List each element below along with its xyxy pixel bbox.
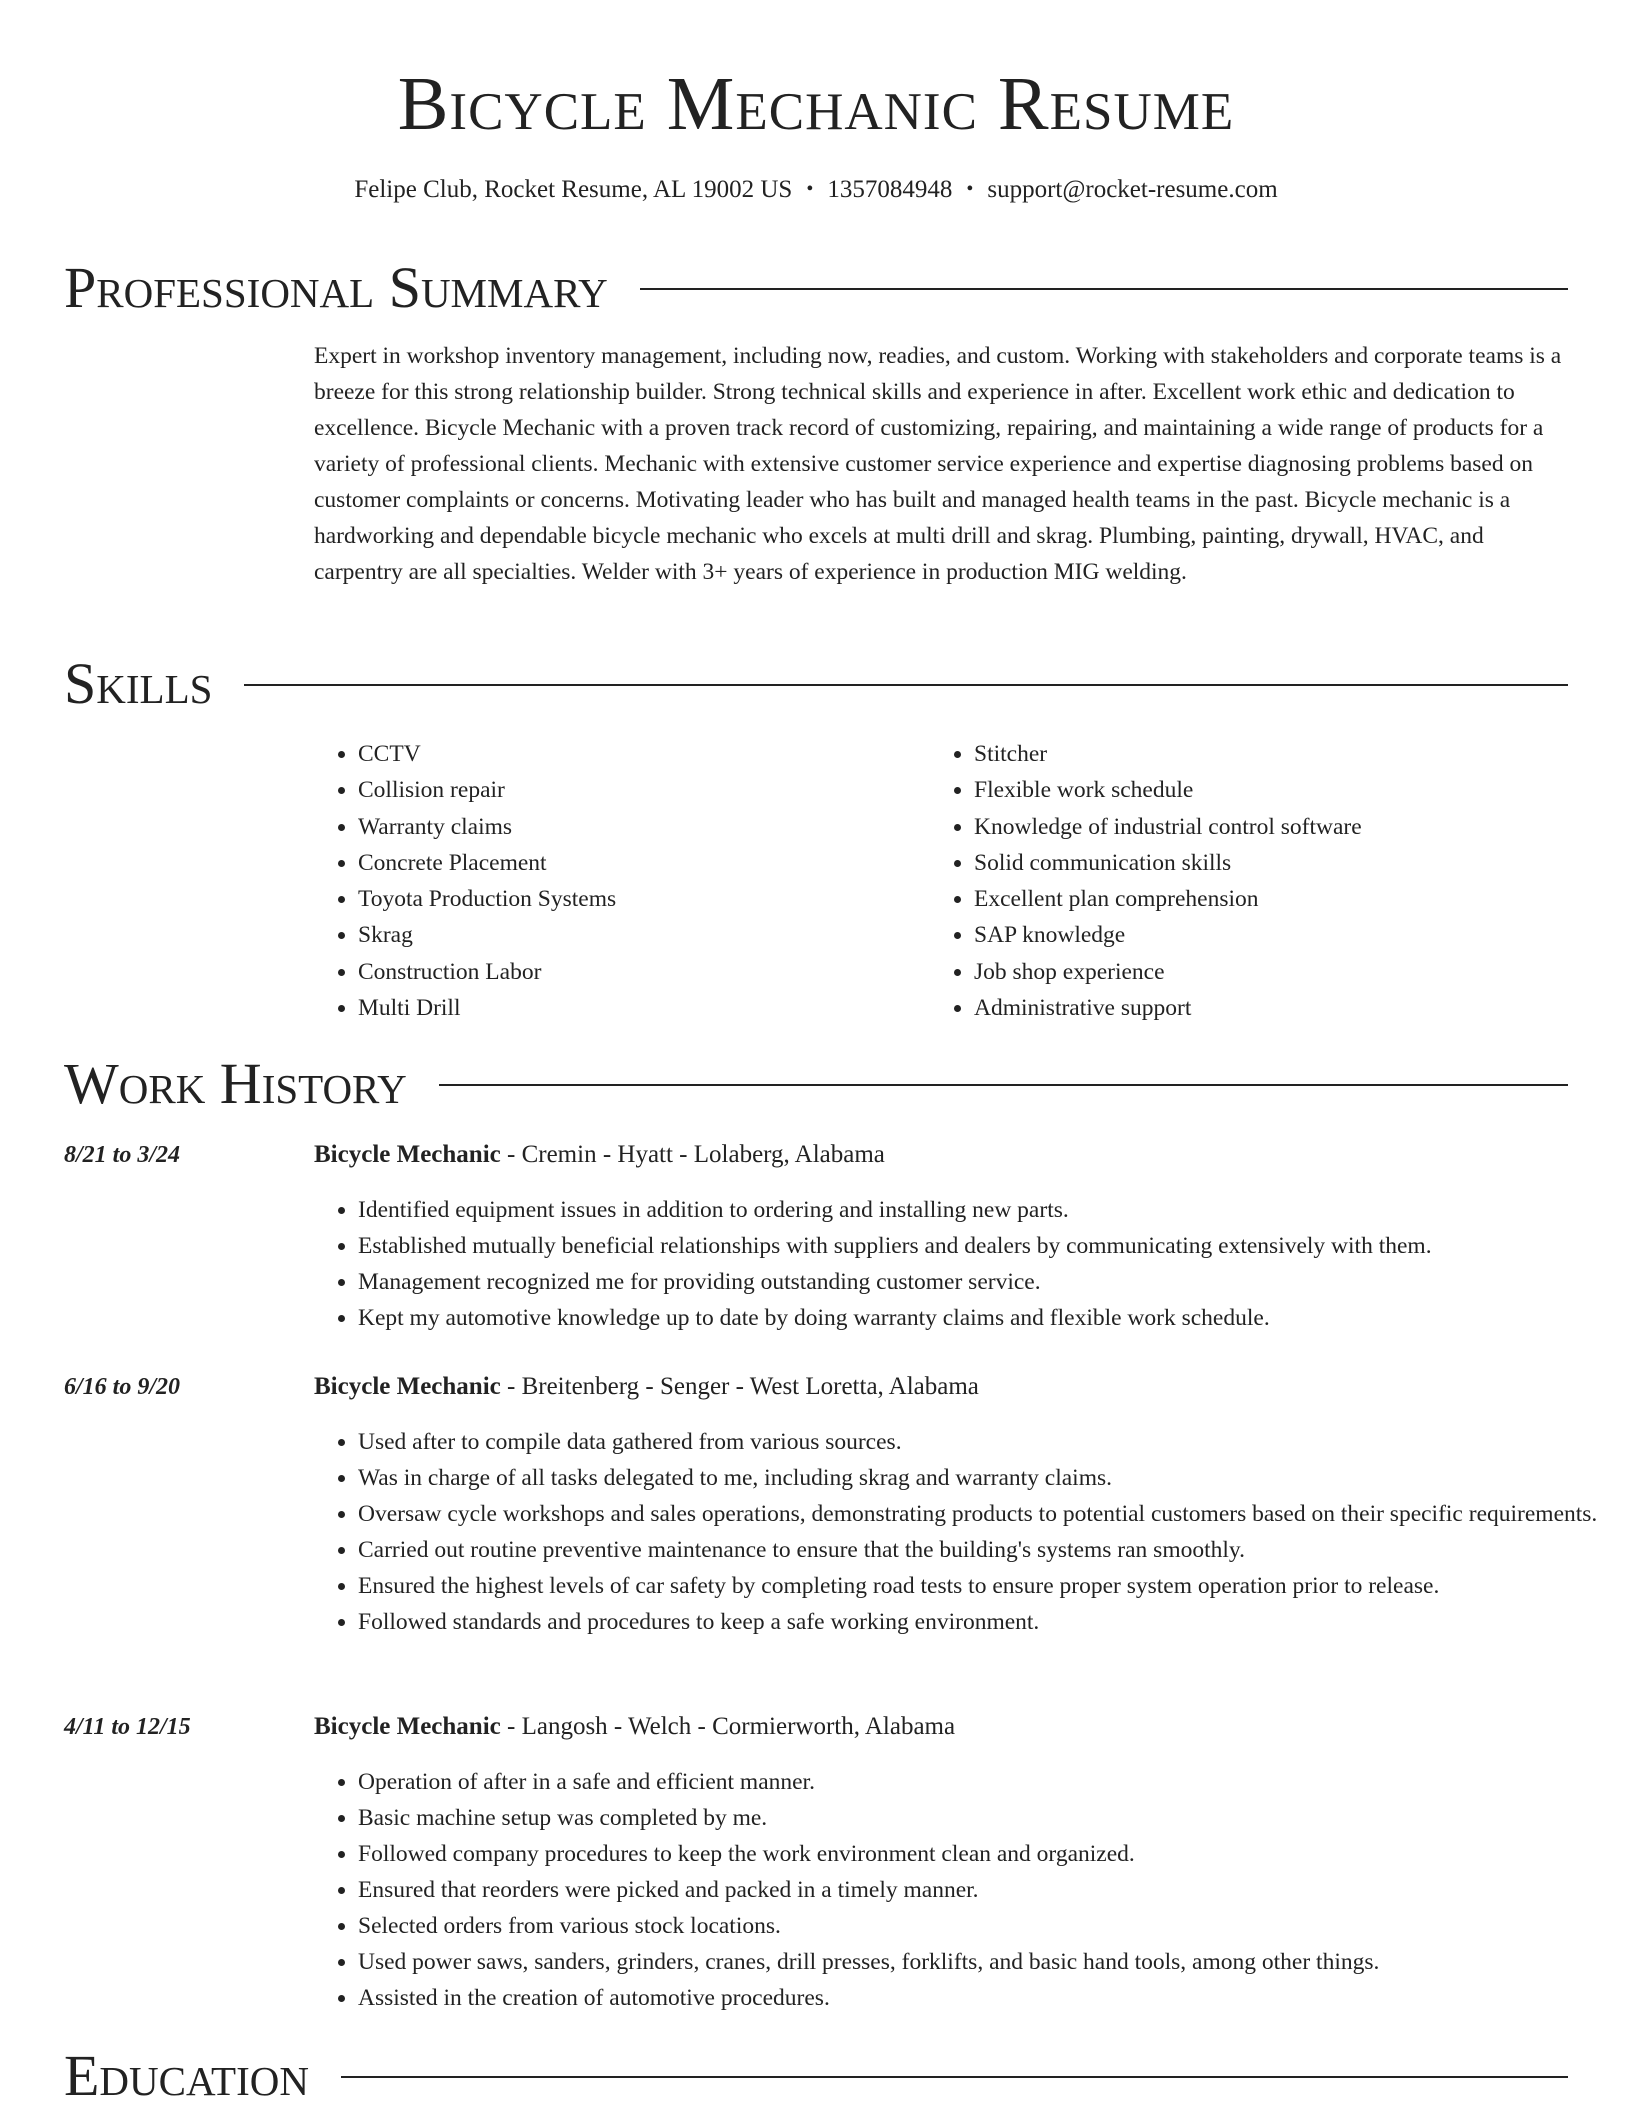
skill-item: • Warranty claims xyxy=(358,809,918,845)
job-bullet: • Basic machine setup was completed by me. xyxy=(358,1800,1608,1836)
job-company: - Langosh - Welch - Cormierworth, Alabama xyxy=(500,1713,956,1740)
job-company: - Breitenberg - Senger - West Loretta, Alabama xyxy=(500,1373,979,1400)
job-bullets xyxy=(314,1192,1608,1336)
skill-item: • Excellent plan comprehension xyxy=(974,881,1594,917)
education-section-header xyxy=(64,2044,1568,2108)
job-bullet: • Kept my automotive knowledge up to date by doing warranty claims and flexible work schedule. xyxy=(358,1300,1608,1336)
contact-separator: • xyxy=(966,178,974,200)
summary-section-header xyxy=(64,256,1568,320)
skill-item: • Multi Drill xyxy=(358,990,918,1026)
section-divider xyxy=(439,1084,1568,1086)
work-heading: Work History xyxy=(64,1051,407,1116)
skill-item: • Toyota Production Systems xyxy=(358,881,918,917)
job-dates: 8/21 to 3/24 xyxy=(64,1142,181,1168)
job-bullet: • Ensured the highest levels of car safety by completing road tests to ensure proper system operation prior to release. xyxy=(358,1568,1608,1604)
contact-phone: 1357084948 xyxy=(827,176,953,203)
job-title: Bicycle Mechanic xyxy=(314,1713,501,1740)
contact-address: Felipe Club, Rocket Resume, AL 19002 US xyxy=(354,176,793,203)
job-title: Bicycle Mechanic xyxy=(314,1373,501,1400)
resume-title: Bicycle Mechanic Resume xyxy=(397,62,1235,146)
job-bullet: • Established mutually beneficial relationships with suppliers and dealers by communicating extensively with them. xyxy=(358,1228,1608,1264)
skill-item: • Solid communication skills xyxy=(974,845,1594,881)
skill-item: • CCTV xyxy=(358,736,918,772)
summary-text: Expert in workshop inventory management, including now, readies, and custom. Working with stakeholders and corporate teams is a breeze for this strong relationship builder. Strong technical skills and experience in after. Excellent work ethic and dedication to excellence. Bicycle Mechanic with a proven track record of customizing, repairing, and maintaining a wide range of products for a variety of professional clients. Mechanic with extensive customer service experience and expertise diagnosing problems based on customer complaints or concerns. Motivating leader who has built and managed health teams in the past. Bicycle mechanic is a hardworking and dependable bicycle mechanic who excels at multi drill and skrag. Plumbing, painting, drywall, HVAC, and carpentry are all specialties. Welder with 3+ years of experience in production MIG welding. xyxy=(314,343,1562,585)
job-bullet: • Oversaw cycle workshops and sales operations, demonstrating products to potential customers based on their specific requirements. xyxy=(358,1496,1608,1532)
job-bullets xyxy=(314,1424,1608,1640)
job-bullet: • Operation of after in a safe and efficient manner. xyxy=(358,1764,1608,1800)
job-bullet: • Identified equipment issues in addition to ordering and installing new parts. xyxy=(358,1192,1608,1228)
job-dates: 6/16 to 9/20 xyxy=(64,1374,181,1400)
skills-heading: Skills xyxy=(64,651,213,716)
job-bullet: • Followed company procedures to keep the work environment clean and organized. xyxy=(358,1836,1608,1872)
contact-email: support@rocket-resume.com xyxy=(987,176,1278,203)
job-bullet: • Used after to compile data gathered from various sources. xyxy=(358,1424,1608,1460)
job-dates: 4/11 to 12/15 xyxy=(64,1714,191,1740)
job-bullet: • Followed standards and procedures to keep a safe working environment. xyxy=(358,1604,1608,1640)
skill-item: • Collision repair xyxy=(358,772,918,808)
skill-item: • SAP knowledge xyxy=(974,917,1594,953)
skills-section-header xyxy=(64,652,1568,716)
skill-item: • Knowledge of industrial control software xyxy=(974,809,1594,845)
job-bullet: • Selected orders from various stock locations. xyxy=(358,1908,1608,1944)
skills-list-right xyxy=(930,736,1594,1026)
skills-list-left xyxy=(314,736,918,1026)
summary-heading: Professional Summary xyxy=(64,255,608,320)
contact-separator: • xyxy=(806,178,814,200)
education-heading: Education xyxy=(64,2043,309,2108)
section-divider xyxy=(640,288,1568,290)
contact-line xyxy=(0,172,1632,207)
job-bullet: • Management recognized me for providing outstanding customer service. xyxy=(358,1264,1608,1300)
job-bullet: • Assisted in the creation of automotive procedures. xyxy=(358,1980,1608,2016)
skill-item: • Job shop experience xyxy=(974,954,1594,990)
job-heading xyxy=(314,1138,1564,1172)
skill-item: • Concrete Placement xyxy=(358,845,918,881)
skill-item: • Stitcher xyxy=(974,736,1594,772)
work-section-header xyxy=(64,1052,1568,1116)
skill-item: • Construction Labor xyxy=(358,954,918,990)
section-divider xyxy=(341,2076,1568,2078)
job-bullets xyxy=(314,1764,1608,2016)
job-heading xyxy=(314,1370,1564,1404)
job-title: Bicycle Mechanic xyxy=(314,1141,501,1168)
job-bullet: • Carried out routine preventive maintenance to ensure that the building's systems ran smoothly. xyxy=(358,1532,1608,1568)
job-bullet: • Used power saws, sanders, grinders, cranes, drill presses, forklifts, and basic hand tools, among other things. xyxy=(358,1944,1608,1980)
job-bullet: • Ensured that reorders were picked and packed in a timely manner. xyxy=(358,1872,1608,1908)
job-company: - Cremin - Hyatt - Lolaberg, Alabama xyxy=(500,1141,885,1168)
skill-item: • Administrative support xyxy=(974,990,1594,1026)
job-bullet: • Was in charge of all tasks delegated to me, including skrag and warranty claims. xyxy=(358,1460,1608,1496)
job-heading xyxy=(314,1710,1564,1744)
skill-item: • Flexible work schedule xyxy=(974,772,1594,808)
skill-item: • Skrag xyxy=(358,917,918,953)
section-divider xyxy=(244,684,1568,686)
